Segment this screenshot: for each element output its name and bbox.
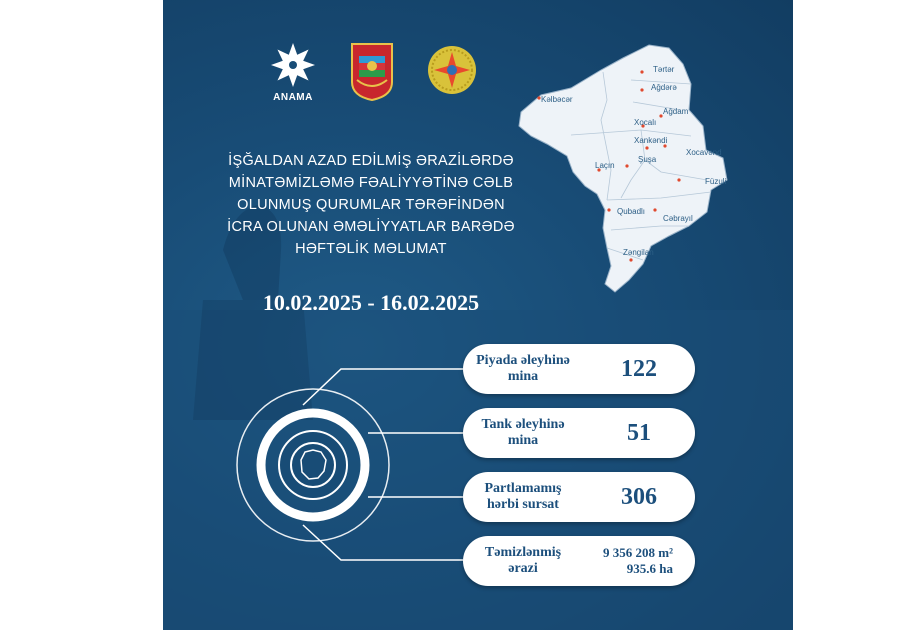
- stat-value-area-ha: 935.6 ha: [626, 561, 673, 576]
- stat-label-line: Partlamamış: [484, 481, 562, 496]
- stat-cleared-area: [463, 536, 695, 586]
- date-range: 10.02.2025 - 16.02.2025: [262, 290, 480, 315]
- region-label-lacin: Laçın: [595, 161, 615, 170]
- region-label-agdere: Ağdərə: [651, 83, 677, 92]
- headline-line: İCRA OLUNAN ƏMƏLİYYATLAR BARƏDƏ: [227, 219, 515, 235]
- landmine-icon: [293, 445, 333, 485]
- stat-label: [463, 344, 583, 394]
- headline-line: HƏFTƏLİK MƏLUMAT: [295, 241, 447, 257]
- headline-line: İŞĞALDAN AZAD EDİLMİŞ ƏRAZİLƏRDƏ: [228, 153, 514, 169]
- region-label-xocali: Xocalı: [634, 118, 657, 127]
- stat-value: 306: [621, 483, 657, 510]
- region-label-terter: Tərtər: [653, 65, 675, 74]
- headline-line: MİNATƏMİZLƏMƏ FƏALİYYƏTİNƏ CƏLB: [228, 175, 514, 191]
- stat-antipersonnel-mines: [463, 344, 695, 394]
- region-label-qubadli: Qubadlı: [617, 207, 646, 216]
- infographic-panel: [163, 0, 793, 630]
- region-label-zengilan: Zəngilan: [623, 248, 654, 257]
- stat-label-line: mina: [507, 369, 539, 384]
- region-label-cebrayil: Cəbrayıl: [663, 214, 693, 223]
- stat-label-line: Tank əleyhinə: [481, 417, 565, 432]
- region-label-kelbecer: Kəlbəcər: [541, 95, 573, 104]
- region-label-fuzuli: Füzuli: [705, 177, 727, 186]
- region-label-agdam: Ağdam: [663, 107, 689, 116]
- stat-label: [463, 408, 583, 458]
- stat-label-line: Piyada əleyhinə: [476, 353, 570, 368]
- anama-logo-text: ANAMA: [273, 92, 313, 103]
- headline-line: OLUNMUŞ QURUMLAR TƏRƏFİNDƏN: [237, 197, 505, 213]
- region-label-susa: Şuşa: [638, 155, 657, 164]
- stat-label-line: hərbi sursat: [487, 497, 559, 512]
- stat-value: 122: [621, 355, 657, 382]
- region-label-xankendi: Xankəndi: [634, 136, 668, 145]
- stat-label-line: ərazi: [508, 561, 538, 576]
- region-label-xocavend: Xocavənd: [686, 148, 722, 157]
- stat-label: [463, 472, 583, 522]
- stat-value-area-m2: 9 356 208 m²: [603, 545, 673, 560]
- stat-value: 51: [627, 419, 651, 446]
- stat-label-line: mina: [507, 433, 539, 448]
- stat-label: [463, 536, 583, 586]
- stat-antitank-mines: [463, 408, 695, 458]
- stat-value: [583, 536, 695, 586]
- stat-unexploded-ordnance: [463, 472, 695, 522]
- stat-label-line: Təmizlənmiş: [484, 545, 562, 560]
